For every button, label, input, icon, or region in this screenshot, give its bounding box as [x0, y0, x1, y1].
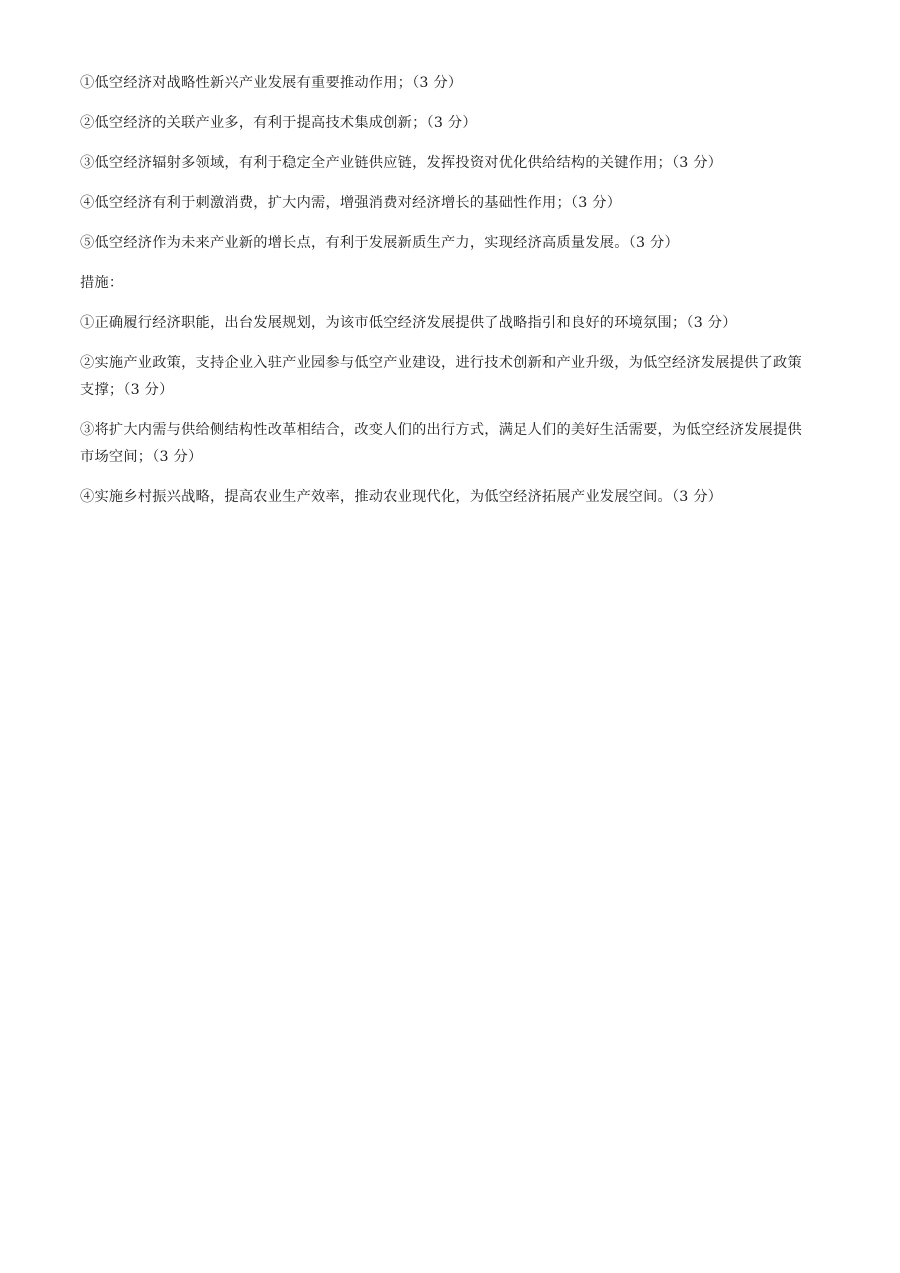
significance-point-5: ⑤低空经济作为未来产业新的增长点，有利于发展新质生产力，实现经济高质量发展。（3 分） [80, 235, 679, 251]
significance-point-2: ②低空经济的关联产业多，有利于提高技术集成创新；（3 分） [80, 115, 477, 131]
significance-point-3: ③低空经济辐射多领域，有利于稳定全产业链供应链，发挥投资对优化供给结构的关键作用；（3 分） [80, 155, 723, 171]
answer-content [80, 70, 815, 524]
measure-point-2: ②实施产业政策，支持企业入驻产业园参与低空产业建设，进行技术创新和产业升级，为低空经济发展提供了政策支撑；（3 分） [80, 355, 802, 398]
measures-heading: 措施： [80, 275, 124, 291]
significance-point-4: ④低空经济有利于刺激消费，扩大内需，增强消费对经济增长的基础性作用；（3 分） [80, 195, 622, 211]
measure-point-1: ①正确履行经济职能，出台发展规划，为该市低空经济发展提供了战略指引和良好的环境氛围；（3 分） [80, 315, 737, 331]
significance-point-1: ①低空经济对战略性新兴产业发展有重要推动作用；（3 分） [80, 75, 463, 91]
measure-point-4: ④实施乡村振兴战略，提高农业生产效率，推动农业现代化，为低空经济拓展产业发展空间。（3 分） [80, 489, 723, 505]
measure-point-3: ③将扩大内需与供给侧结构性改革相结合，改变人们的出行方式，满足人们的美好生活需要，为低空经济发展提供市场空间；（3 分） [80, 422, 802, 465]
